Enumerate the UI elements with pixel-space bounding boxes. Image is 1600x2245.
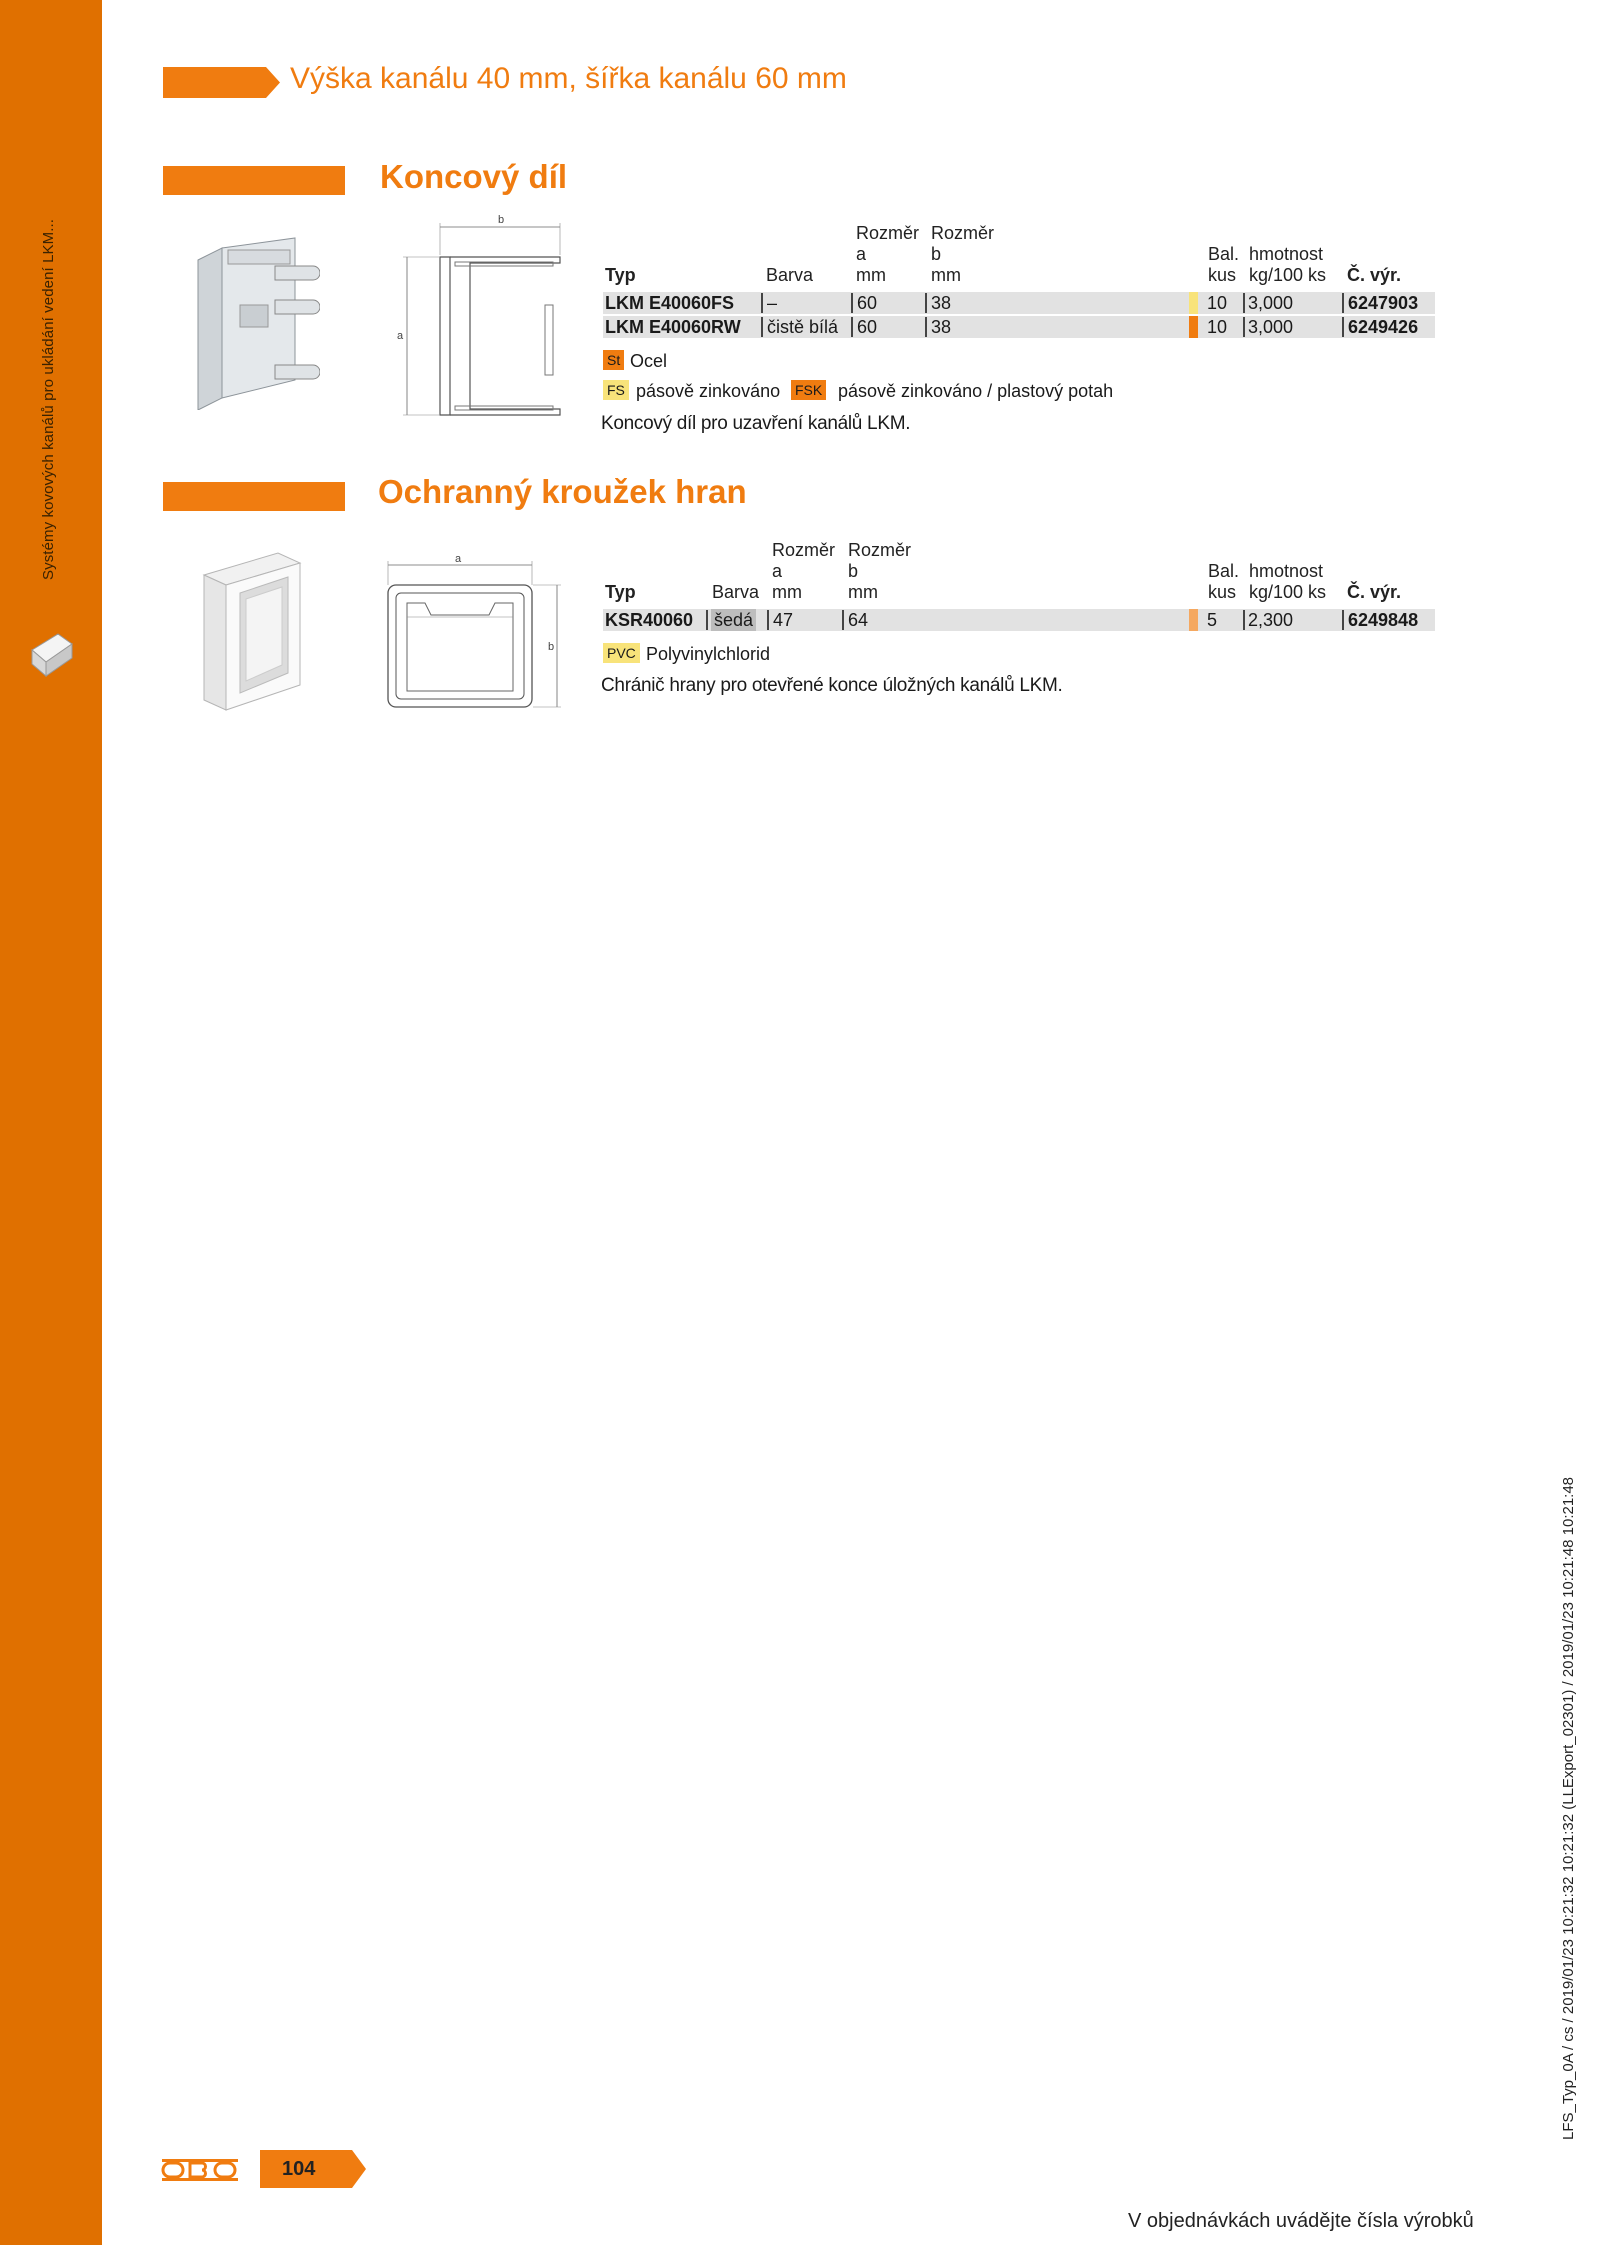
color-stripe <box>1189 316 1198 338</box>
t1-header-hmotnost: hmotnost kg/100 ks <box>1249 244 1327 285</box>
drawing-label-a: a <box>455 555 462 565</box>
cell-cislo: 6247903 <box>1348 293 1419 313</box>
material-tag-fsk: FSK <box>791 380 826 400</box>
section1-description: Koncový díl pro uzavření kanálů LKM. <box>601 413 911 434</box>
cell-a: 60 <box>857 317 878 337</box>
cell-typ: LKM E40060FS <box>605 293 735 313</box>
t2-header-bal: Bal. kus <box>1208 561 1240 602</box>
material-label-fsk: pásově zinkováno / plastový potah <box>838 381 1114 401</box>
table-row <box>603 609 1435 631</box>
section2-title: Ochranný kroužek hran <box>378 473 747 510</box>
channel-icon <box>28 628 78 680</box>
cell-hmotnost: 3,000 <box>1248 317 1294 337</box>
drawing-label-a: a <box>397 330 404 342</box>
material-label-pvc: Polyvinylchlorid <box>646 644 771 664</box>
t2-header-rozmer-b: Rozměr b mm <box>848 540 912 602</box>
cell-typ: LKM E40060RW <box>605 317 741 337</box>
t1-header-bal: Bal. kus <box>1208 244 1240 285</box>
page-number: 104 <box>282 2158 316 2180</box>
cell-a: 60 <box>857 293 878 313</box>
material-tag-st: St <box>603 350 624 370</box>
material-tag-pvc: PVC <box>603 643 640 663</box>
t2-header-barva: Barva <box>712 582 760 602</box>
cell-bal: 10 <box>1207 317 1228 337</box>
t1-header-typ: Typ <box>605 265 636 285</box>
material-label-st: Ocel <box>630 351 668 371</box>
cell-b: 38 <box>931 293 952 313</box>
section2-tab <box>163 482 345 511</box>
t2-header-hmotnost: hmotnost kg/100 ks <box>1249 561 1327 602</box>
material-tag-fs: FS <box>603 380 629 400</box>
cell-cislo: 6249848 <box>1348 610 1419 630</box>
cell-hmotnost: 2,300 <box>1248 610 1294 630</box>
cell-b: 38 <box>931 317 952 337</box>
cell-bal: 10 <box>1207 293 1228 313</box>
cell-barva: čistě bílá <box>767 317 839 337</box>
cell-bal: 5 <box>1207 610 1218 630</box>
cell-hmotnost: 3,000 <box>1248 293 1294 313</box>
cell-typ: KSR40060 <box>605 610 694 630</box>
header-tab <box>163 67 280 98</box>
sidebar-vertical-text: Systémy kovových kanálů pro ukládání vedení LKM... <box>40 218 57 580</box>
section1-title: Koncový díl <box>380 158 568 195</box>
section1-tab <box>163 166 345 195</box>
t1-header-rozmer-a: Rozměr a mm <box>856 223 920 285</box>
color-stripe <box>1189 609 1198 631</box>
page-title: Výška kanálu 40 mm, šířka kanálu 60 mm <box>290 62 847 95</box>
cell-cislo: 6249426 <box>1348 317 1419 337</box>
cell-barva: šedá <box>711 609 756 631</box>
end-piece-drawing <box>395 215 570 425</box>
sidebar <box>0 0 102 2245</box>
obo-logo <box>160 2153 240 2185</box>
t2-header-cislo: Č. výr. <box>1347 582 1402 602</box>
cell-b: 64 <box>848 610 869 630</box>
t2-header-typ: Typ <box>605 582 636 602</box>
cell-a: 47 <box>773 610 794 630</box>
color-stripe <box>1189 292 1198 314</box>
t1-header-barva: Barva <box>766 265 814 285</box>
t2-header-rozmer-a: Rozměr a mm <box>772 540 836 602</box>
table-row <box>603 292 1435 314</box>
end-piece-photo <box>180 230 320 410</box>
table-row <box>603 316 1435 338</box>
material-label-fs: pásově zinkováno <box>636 381 781 401</box>
t1-header-cislo: Č. výr. <box>1347 265 1402 285</box>
edge-ring-photo <box>190 545 310 715</box>
cell-barva: – <box>767 293 778 313</box>
print-metadata: LFS_Typ_0A / cs / 2019/01/23 10:21:32 10:21:32 (LLExport_02301) / 2019/01/23 10:21:48 10:21:48 <box>1560 1476 1577 2140</box>
footer-note: V objednávkách uvádějte čísla výrobků <box>1128 2210 1474 2232</box>
drawing-label-b: b <box>498 215 505 226</box>
edge-ring-drawing <box>385 555 565 715</box>
section2-description: Chránič hrany pro otevřené konce úložných kanálů LKM. <box>601 675 1063 696</box>
t1-header-rozmer-b: Rozměr b mm <box>931 223 995 285</box>
drawing-label-b: b <box>548 641 555 653</box>
